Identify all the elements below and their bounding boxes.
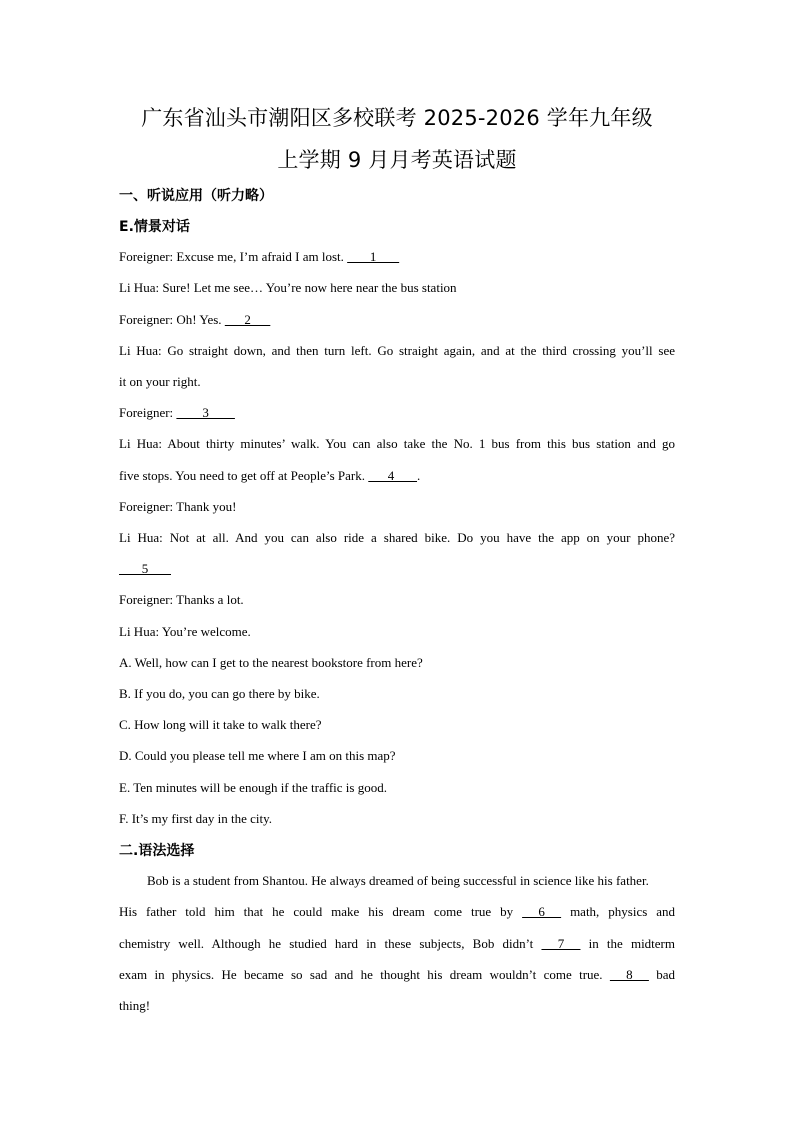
passage-text: chemistry well. Although he studied hard in these subjects, Bob didn’t	[119, 936, 542, 951]
dialogue-text: five stops. You need to get off at People’s Park.	[119, 468, 369, 483]
passage-line-4	[119, 967, 675, 983]
dialogue-text: .	[417, 468, 421, 483]
dialogue-line-3	[119, 312, 675, 328]
dialogue-line-7: Foreigner: Thank you!	[119, 499, 237, 514]
dialogue-line-4b: it on your right.	[119, 374, 201, 389]
section-heading-dialogue: E.情景对话	[119, 219, 190, 235]
answer-blank-8: 8	[609, 967, 649, 982]
passage-line-3	[119, 936, 675, 952]
dialogue-line-1	[119, 249, 675, 265]
option-e: E. Ten minutes will be enough if the traffic is good.	[119, 780, 387, 795]
dialogue-text: Foreigner:	[119, 405, 177, 420]
page-title-line-2: 上学期 9 月月考英语试题	[277, 148, 517, 172]
passage-text: in the midterm	[580, 936, 676, 951]
option-f: F. It’s my first day in the city.	[119, 811, 273, 826]
dialogue-line-6b	[119, 468, 675, 484]
answer-blank-1: 1	[347, 249, 400, 264]
dialogue-text: Foreigner: Excuse me, I’m afraid I am lost.	[119, 249, 348, 264]
answer-blank-4: 4	[368, 468, 418, 483]
page-title-line-1: 广东省汕头市潮阳区多校联考 2025-2026 学年九年级	[141, 106, 653, 130]
dialogue-line-5	[119, 405, 675, 421]
passage-line-5: thing!	[119, 998, 151, 1013]
passage-text: exam in physics. He became so sad and he thought his dream wouldn’t come true.	[119, 967, 610, 982]
answer-blank-3: 3	[176, 405, 235, 420]
dialogue-line-9: Foreigner: Thanks a lot.	[119, 592, 244, 607]
passage-text: math, physics and	[561, 904, 675, 919]
answer-blank-2: 2	[224, 312, 271, 327]
answer-blank-5: 5	[119, 561, 171, 576]
option-a: A. Well, how can I get to the nearest bookstore from here?	[119, 655, 423, 670]
passage-text: His father told him that he could make his dream come true by	[119, 904, 523, 919]
passage-text: bad	[648, 967, 675, 982]
passage-line-1: Bob is a student from Shantou. He always dreamed of being successful in science like his father.	[147, 873, 649, 888]
option-c: C. How long will it take to walk there?	[119, 717, 322, 732]
dialogue-line-2: Li Hua: Sure! Let me see… You’re now here near the bus station	[119, 280, 457, 295]
option-b: B. If you do, you can go there by bike.	[119, 686, 320, 701]
dialogue-line-4a: Li Hua: Go straight down, and then turn left. Go straight again, and at the third crossing you’ll see	[119, 343, 675, 358]
section-heading-listening: 一、听说应用（听力略）	[119, 188, 273, 204]
dialogue-line-6a: Li Hua: About thirty minutes’ walk. You can also take the No. 1 bus from this bus station and go	[119, 436, 675, 451]
option-d: D. Could you please tell me where I am on this map?	[119, 748, 396, 763]
dialogue-line-10: Li Hua: You’re welcome.	[119, 624, 251, 639]
dialogue-text: Foreigner: Oh! Yes.	[119, 312, 225, 327]
answer-blank-7: 7	[541, 936, 581, 951]
dialogue-line-8a: Li Hua: Not at all. And you can also ride a shared bike. Do you have the app on your phone?	[119, 530, 675, 545]
answer-blank-6: 6	[522, 904, 562, 919]
passage-line-2	[119, 904, 675, 920]
section-heading-grammar: 二.语法选择	[119, 843, 195, 859]
dialogue-line-8b	[119, 561, 675, 577]
